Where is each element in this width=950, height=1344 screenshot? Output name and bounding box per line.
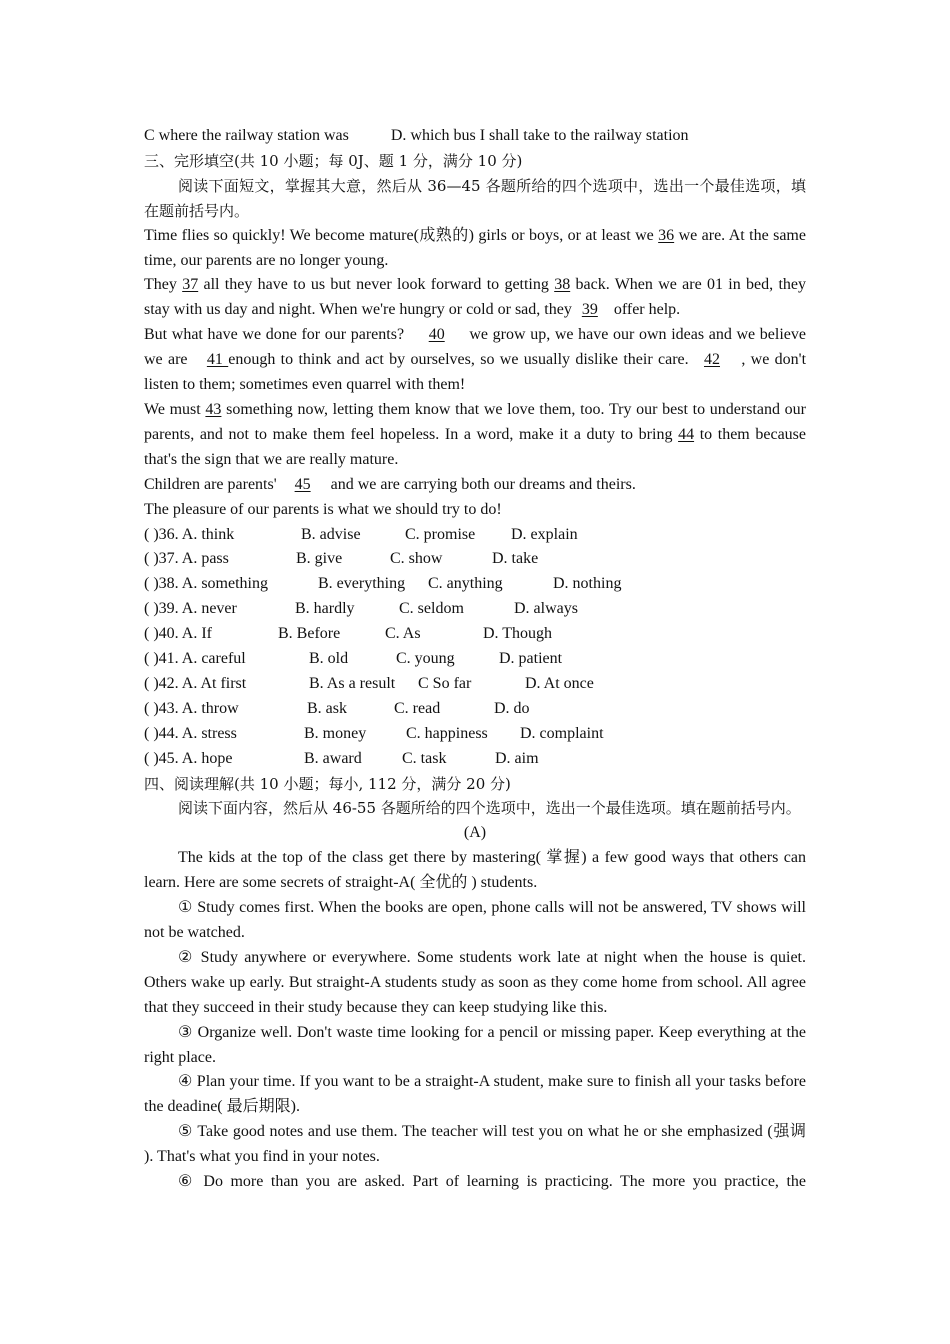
blank-38: 38 — [554, 276, 571, 294]
question-list — [144, 523, 806, 772]
passage-paragraph-2: They 37 all they have to us but never look forward to getting 38 back. When we are 01 in bed, they stay with us day and night. When we're hungry or cold or sad, they 39 offer help. — [144, 276, 807, 319]
blank-36: 36 — [658, 226, 675, 244]
section3-instruction: 阅读下面短文，掌握其大意，然后从 36—45 各题所给的四个选项中，选出一个最佳选项，填在题前括号内。 — [144, 176, 806, 220]
tip-1: ① Study comes first. When the books are open, phone calls will not be answered, TV shows will not be watched. — [144, 899, 806, 941]
passage-paragraph-3: But what have we done for our parents? 40 we grow up, we have our own ideas and we believe we are 41 enough to think and act by ourselves, so we usually dislike their care. 42 , we don't listen to them; sometimes even quarrel with them! — [144, 326, 807, 394]
blank-40: 40 — [428, 326, 445, 344]
section3-heading: 三、完形填空(共 10 小题；每 0J、题 1 分，满分 10 分) — [144, 151, 523, 170]
blank-45: 45 — [294, 475, 311, 493]
option-c: C where the railway station was — [144, 127, 349, 144]
question-45: ( )45. A. hope B. award C. task D. aim — [144, 749, 539, 767]
blank-43: 43 — [205, 400, 222, 418]
blank-37: 37 — [182, 276, 199, 294]
question-37: ( )37. A. pass B. give C. show D. take — [144, 550, 539, 568]
question-40: ( )40. A. If B. Before C. As D. Though — [144, 625, 553, 643]
tip-3: ③ Organize well. Don't waste time looking for a pencil or missing paper. Keep everything at the right place. — [144, 1023, 806, 1066]
question-42: ( )42. A. At first B. As a result C So far D. At once — [144, 674, 594, 692]
question-36: ( )36. A. think B. advise C. promise D. explain — [144, 525, 578, 543]
section4-instruction: 阅读下面内容，然后从 46-55 各题所给的四个选项中，选出一个最佳选项。填在题前括号内。 — [178, 799, 801, 818]
question-41: ( )41. A. careful B. old C. young D. patient — [144, 650, 563, 668]
passage-paragraph-5: Children are parents' 45 and we are carrying both our dreams and theirs. — [144, 475, 636, 493]
blank-41: 41 — [206, 351, 229, 369]
question-39: ( )39. A. never B. hardly C. seldom D. always — [144, 600, 578, 618]
prev-options-line — [144, 124, 806, 149]
question-43: ( )43. A. throw B. ask C. read D. do — [144, 699, 530, 717]
blank-39: 39 — [581, 301, 598, 319]
passage-paragraph-4: We must 43 something now, letting them know that we love them, too. Try our best to understand our parents, and not to make them feel hopeless. In a word, make it a duty to bring 44 to them because that's the sign that we are really mature. — [144, 400, 807, 468]
tip-2: ② Study anywhere or everywhere. Some students work late at night when the house is quiet. Others wake up early. But straight-A students study as soon as they come home from school. All agree that they succeed in their study because they can keep studying like this. — [144, 948, 806, 1016]
blank-44: 44 — [678, 425, 695, 443]
section4-heading: 四、阅读理解(共 10 小题；每小, 112 分，满分 20 分) — [144, 774, 511, 793]
reading-intro: The kids at the top of the class get there by mastering( 掌握) a few good ways that others can learn. Here are some secrets of straight-A( 全优的 ) students. — [144, 849, 806, 892]
passage-paragraph-1: Time flies so quickly! We become mature(成熟的) girls or boys, or at least we 36 we are. At the same time, our parents are no longer young. — [144, 226, 806, 269]
exam-page — [144, 124, 806, 1195]
tip-4: ④ Plan your time. If you want to be a straight-A student, make sure to finish all your tasks before the deadine( 最后期限). — [144, 1073, 806, 1116]
question-38: ( )38. A. something B. everything C. anything D. nothing — [144, 575, 622, 593]
tip-6: ⑥ Do more than you are asked. Part of learning is practicing. The more you practice, the — [178, 1173, 806, 1191]
passage-paragraph-6: The pleasure of our parents is what we should try to do! — [144, 500, 502, 518]
question-44: ( )44. A. stress B. money C. happiness D. complaint — [144, 724, 604, 742]
option-d: D. which bus I shall take to the railway station — [390, 127, 689, 144]
blank-42: 42 — [704, 351, 720, 369]
part-a-label: (A) — [463, 824, 487, 842]
tip-5: ⑤ Take good notes and use them. The teacher will test you on what he or she emphasized (强调 ). That's what you find in your notes. — [144, 1123, 806, 1166]
